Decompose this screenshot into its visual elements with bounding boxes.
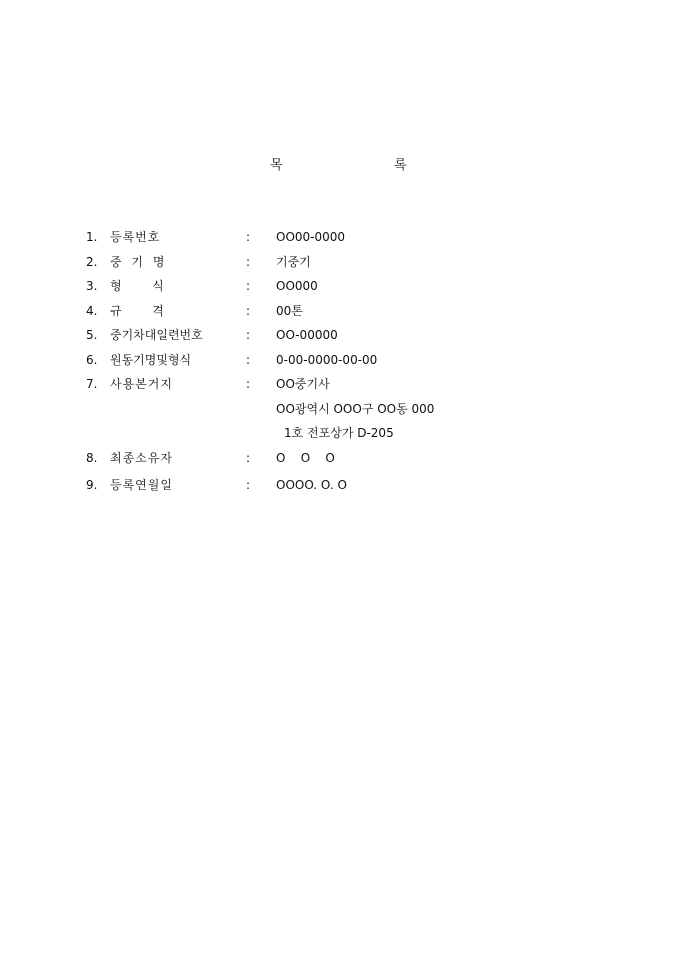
item-label: 등록번호 [110,230,161,244]
item-colon: : [246,254,251,269]
item-label: 사용본거지 [110,377,173,391]
item-colon: : [246,377,251,391]
item-value: 기중기 [276,254,311,269]
document-title [0,154,680,174]
item-colon: : [246,478,251,492]
list-item-registration-date [0,477,680,502]
item-colon: : [246,279,251,293]
list-item-engine [0,352,680,377]
item-colon: : [246,230,251,244]
list-item-equipment-name [0,254,680,279]
item-label: 중기차대일련번호 [110,328,203,342]
item-number: 2. [86,254,98,269]
item-value: 1호 전포상가 D-205 [284,426,394,440]
item-label: 형 식 [110,279,164,293]
item-label: 원동기명및형식 [110,352,192,367]
item-number: 7. [86,377,98,391]
item-value: O O O [276,450,335,465]
item-label: 등록연월일 [110,478,173,492]
item-label: 중 기 명 [110,254,165,269]
list-item-address-line-2 [0,425,680,450]
list-item-chassis-serial [0,327,680,352]
item-value: OOOO. O. O [276,478,347,492]
title-part-2: 록 [394,158,407,173]
item-number: 3. [86,279,98,293]
item-value: OO-00000 [276,328,338,342]
item-value: 00톤 [276,303,303,318]
item-value: OO중기사 [276,377,330,391]
item-value: OO00-0000 [276,230,346,244]
item-colon: : [246,352,251,367]
item-number: 8. [86,450,98,465]
item-number: 1. [86,230,98,244]
item-colon: : [246,450,251,465]
item-label: 최종소유자 [110,450,173,465]
item-label: 규 격 [110,303,164,318]
item-value: 0-00-0000-00-00 [276,352,378,367]
list-item-spec [0,303,680,328]
item-value: OO광역시 OOO구 OO동 000 [276,401,435,416]
list-item-base-location [0,376,680,401]
item-colon: : [246,303,251,318]
item-number: 5. [86,328,98,342]
item-number: 6. [86,352,98,367]
item-value: OO000 [276,279,318,293]
item-number: 9. [86,478,98,492]
list-item-type [0,278,680,303]
item-number: 4. [86,303,98,318]
item-colon: : [246,328,251,342]
item-list [0,229,680,502]
list-item-registration-number [0,229,680,254]
list-item-final-owner [0,450,680,475]
title-part-1: 목 [270,158,283,173]
list-item-address-line-1 [0,401,680,426]
